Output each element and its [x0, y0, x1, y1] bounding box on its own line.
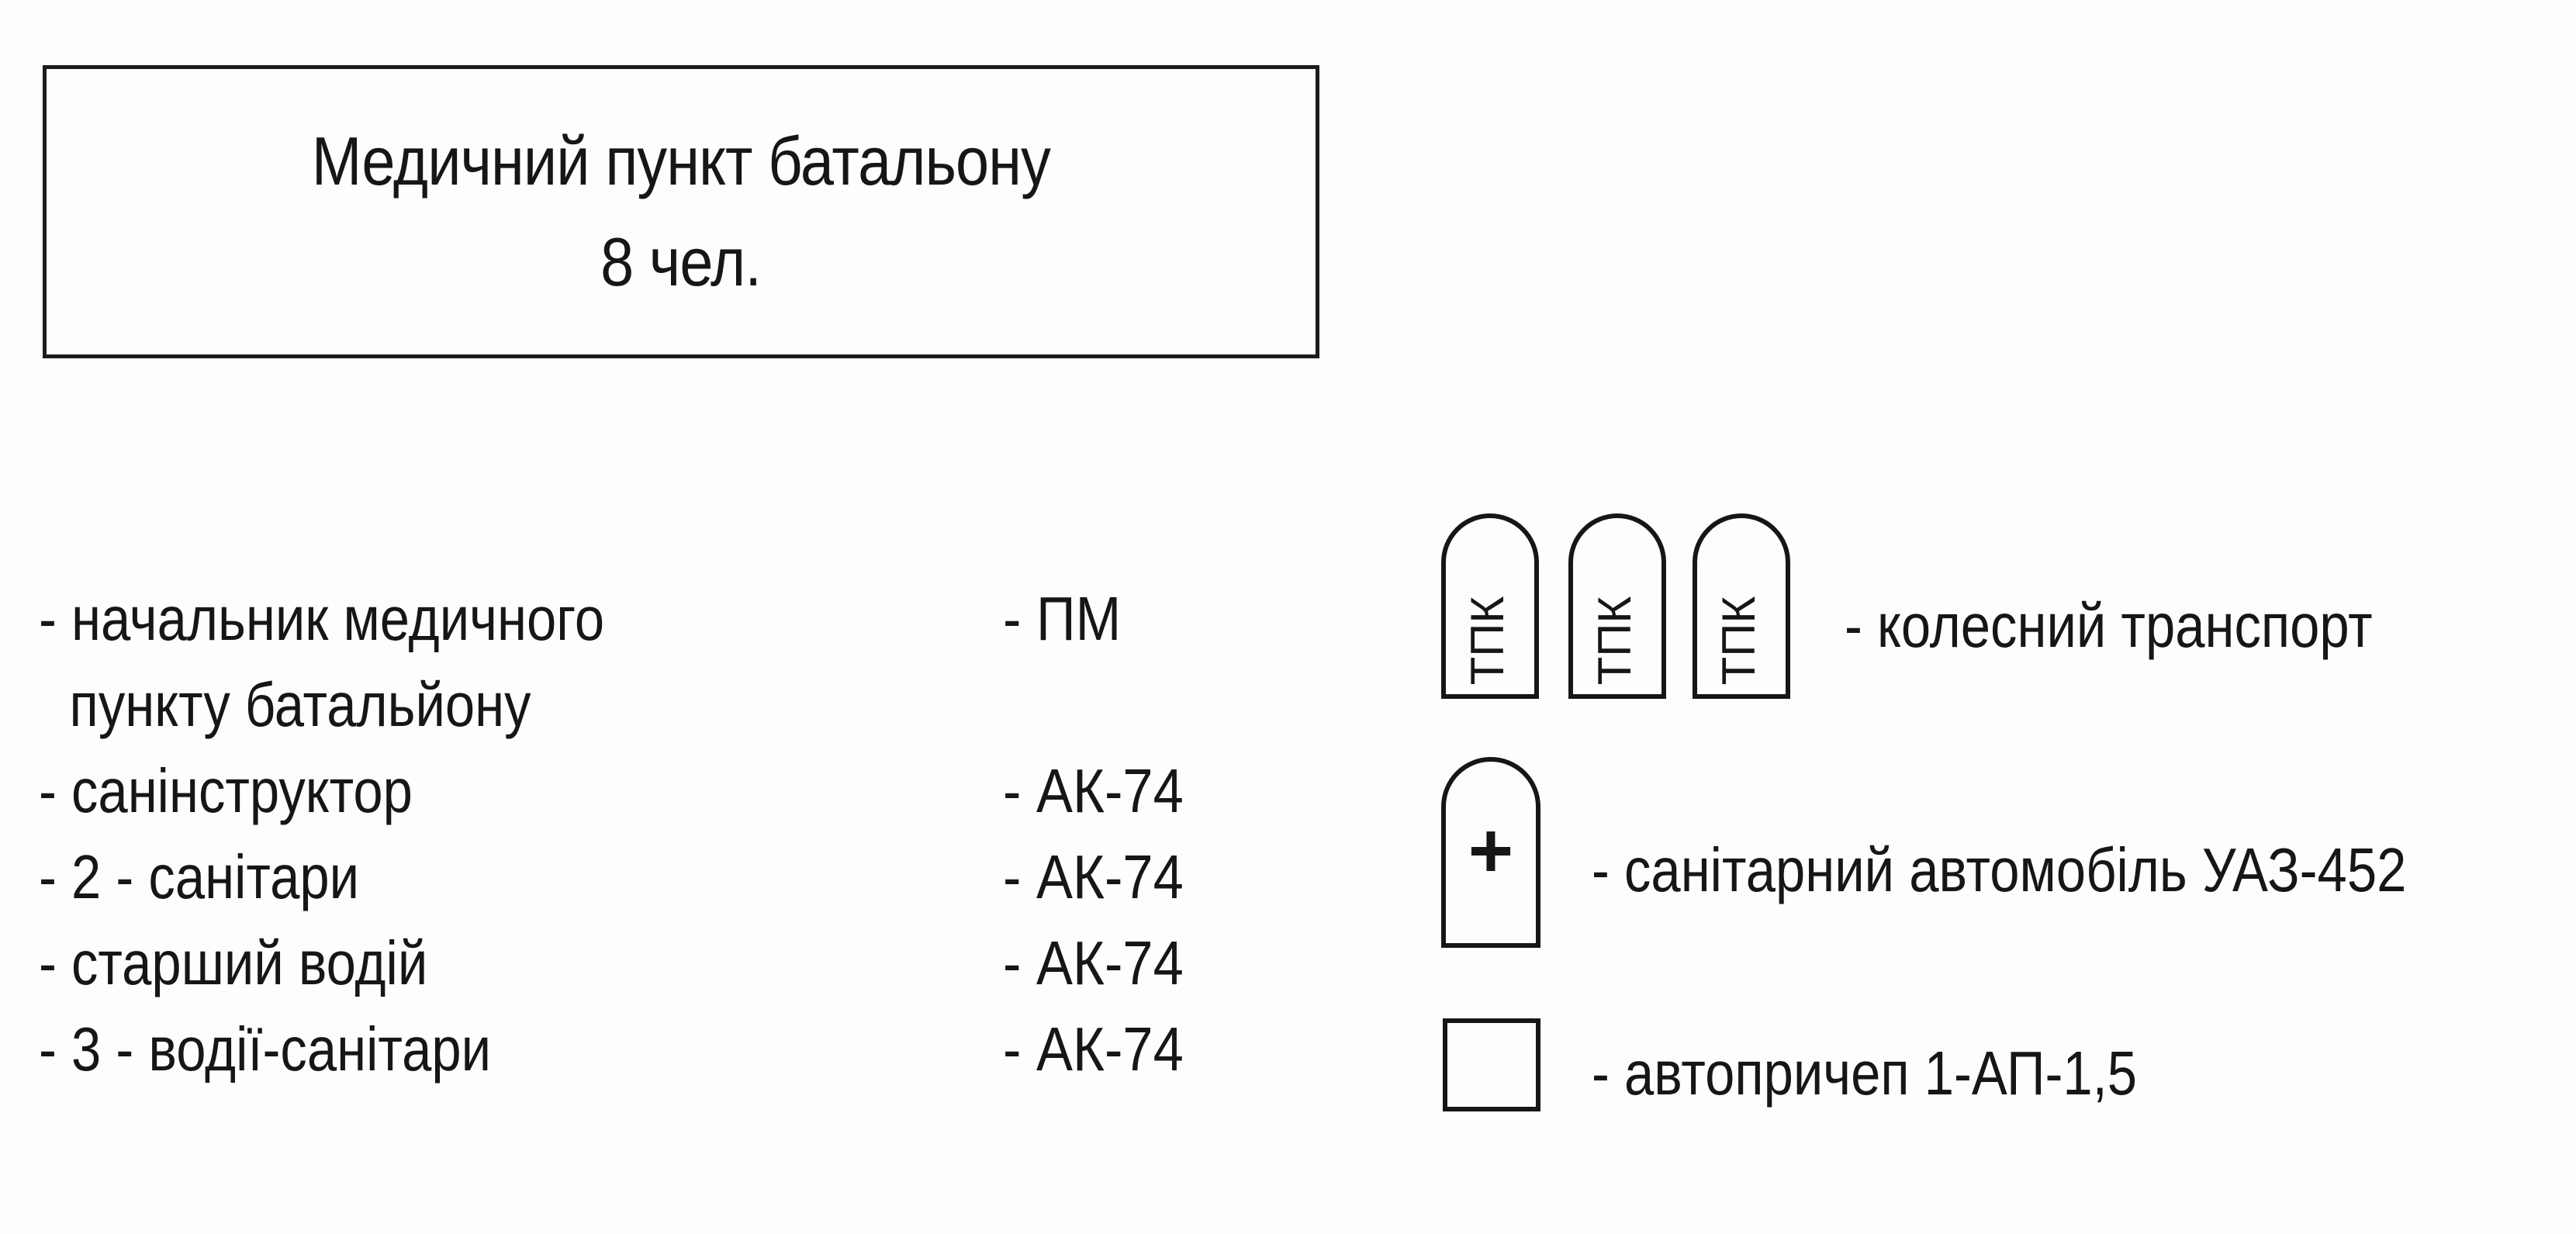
ambulance-icon	[1440, 756, 1542, 949]
personnel-role: - санінструктор	[39, 756, 413, 825]
personnel-role: - 3 - водії-санітари	[39, 1015, 492, 1084]
wheeled-transport-icon-text: ТПК	[1589, 596, 1641, 686]
wheeled-transport-icon	[1440, 512, 1540, 700]
personnel-row	[39, 920, 1280, 1006]
ambulance-icon-cross: +	[1468, 807, 1514, 894]
personnel-role: пункту батальйону	[69, 670, 531, 739]
title-box	[43, 65, 1319, 358]
personnel-role: - 2 - санітари	[39, 842, 360, 911]
legend-wheeled-label: - колесний транспорт	[1845, 591, 2373, 660]
wheeled-transport-icon-text: ТПК	[1713, 596, 1765, 686]
title-line-1: Медичний пункт батальону	[311, 123, 1051, 199]
personnel-row	[39, 834, 1280, 920]
wheeled-transport-icon	[1567, 512, 1668, 700]
wheeled-transport-icon	[1691, 512, 1792, 700]
personnel-weapon: - АК-74	[1003, 842, 1184, 911]
legend-ambulance-label: - санітарний автомобіль УАЗ-452	[1592, 835, 2407, 904]
personnel-list	[39, 576, 1280, 1092]
legend-trailer-label: - автопричеп 1-АП-1,5	[1592, 1039, 2138, 1108]
personnel-weapon: - АК-74	[1003, 928, 1184, 997]
title-line-2: 8 чел.	[600, 223, 762, 300]
personnel-weapon: - АК-74	[1003, 1015, 1184, 1084]
personnel-role: - старший водій	[39, 928, 428, 997]
personnel-row	[39, 748, 1280, 834]
personnel-weapon: - АК-74	[1003, 756, 1184, 825]
personnel-row	[39, 576, 1280, 662]
personnel-row	[39, 662, 1280, 748]
personnel-role: - начальник медичного	[39, 584, 605, 653]
personnel-row	[39, 1006, 1280, 1092]
trailer-icon	[1443, 1018, 1540, 1111]
personnel-weapon: - ПМ	[1003, 584, 1122, 653]
wheeled-transport-icon-text: ТПК	[1461, 596, 1513, 686]
